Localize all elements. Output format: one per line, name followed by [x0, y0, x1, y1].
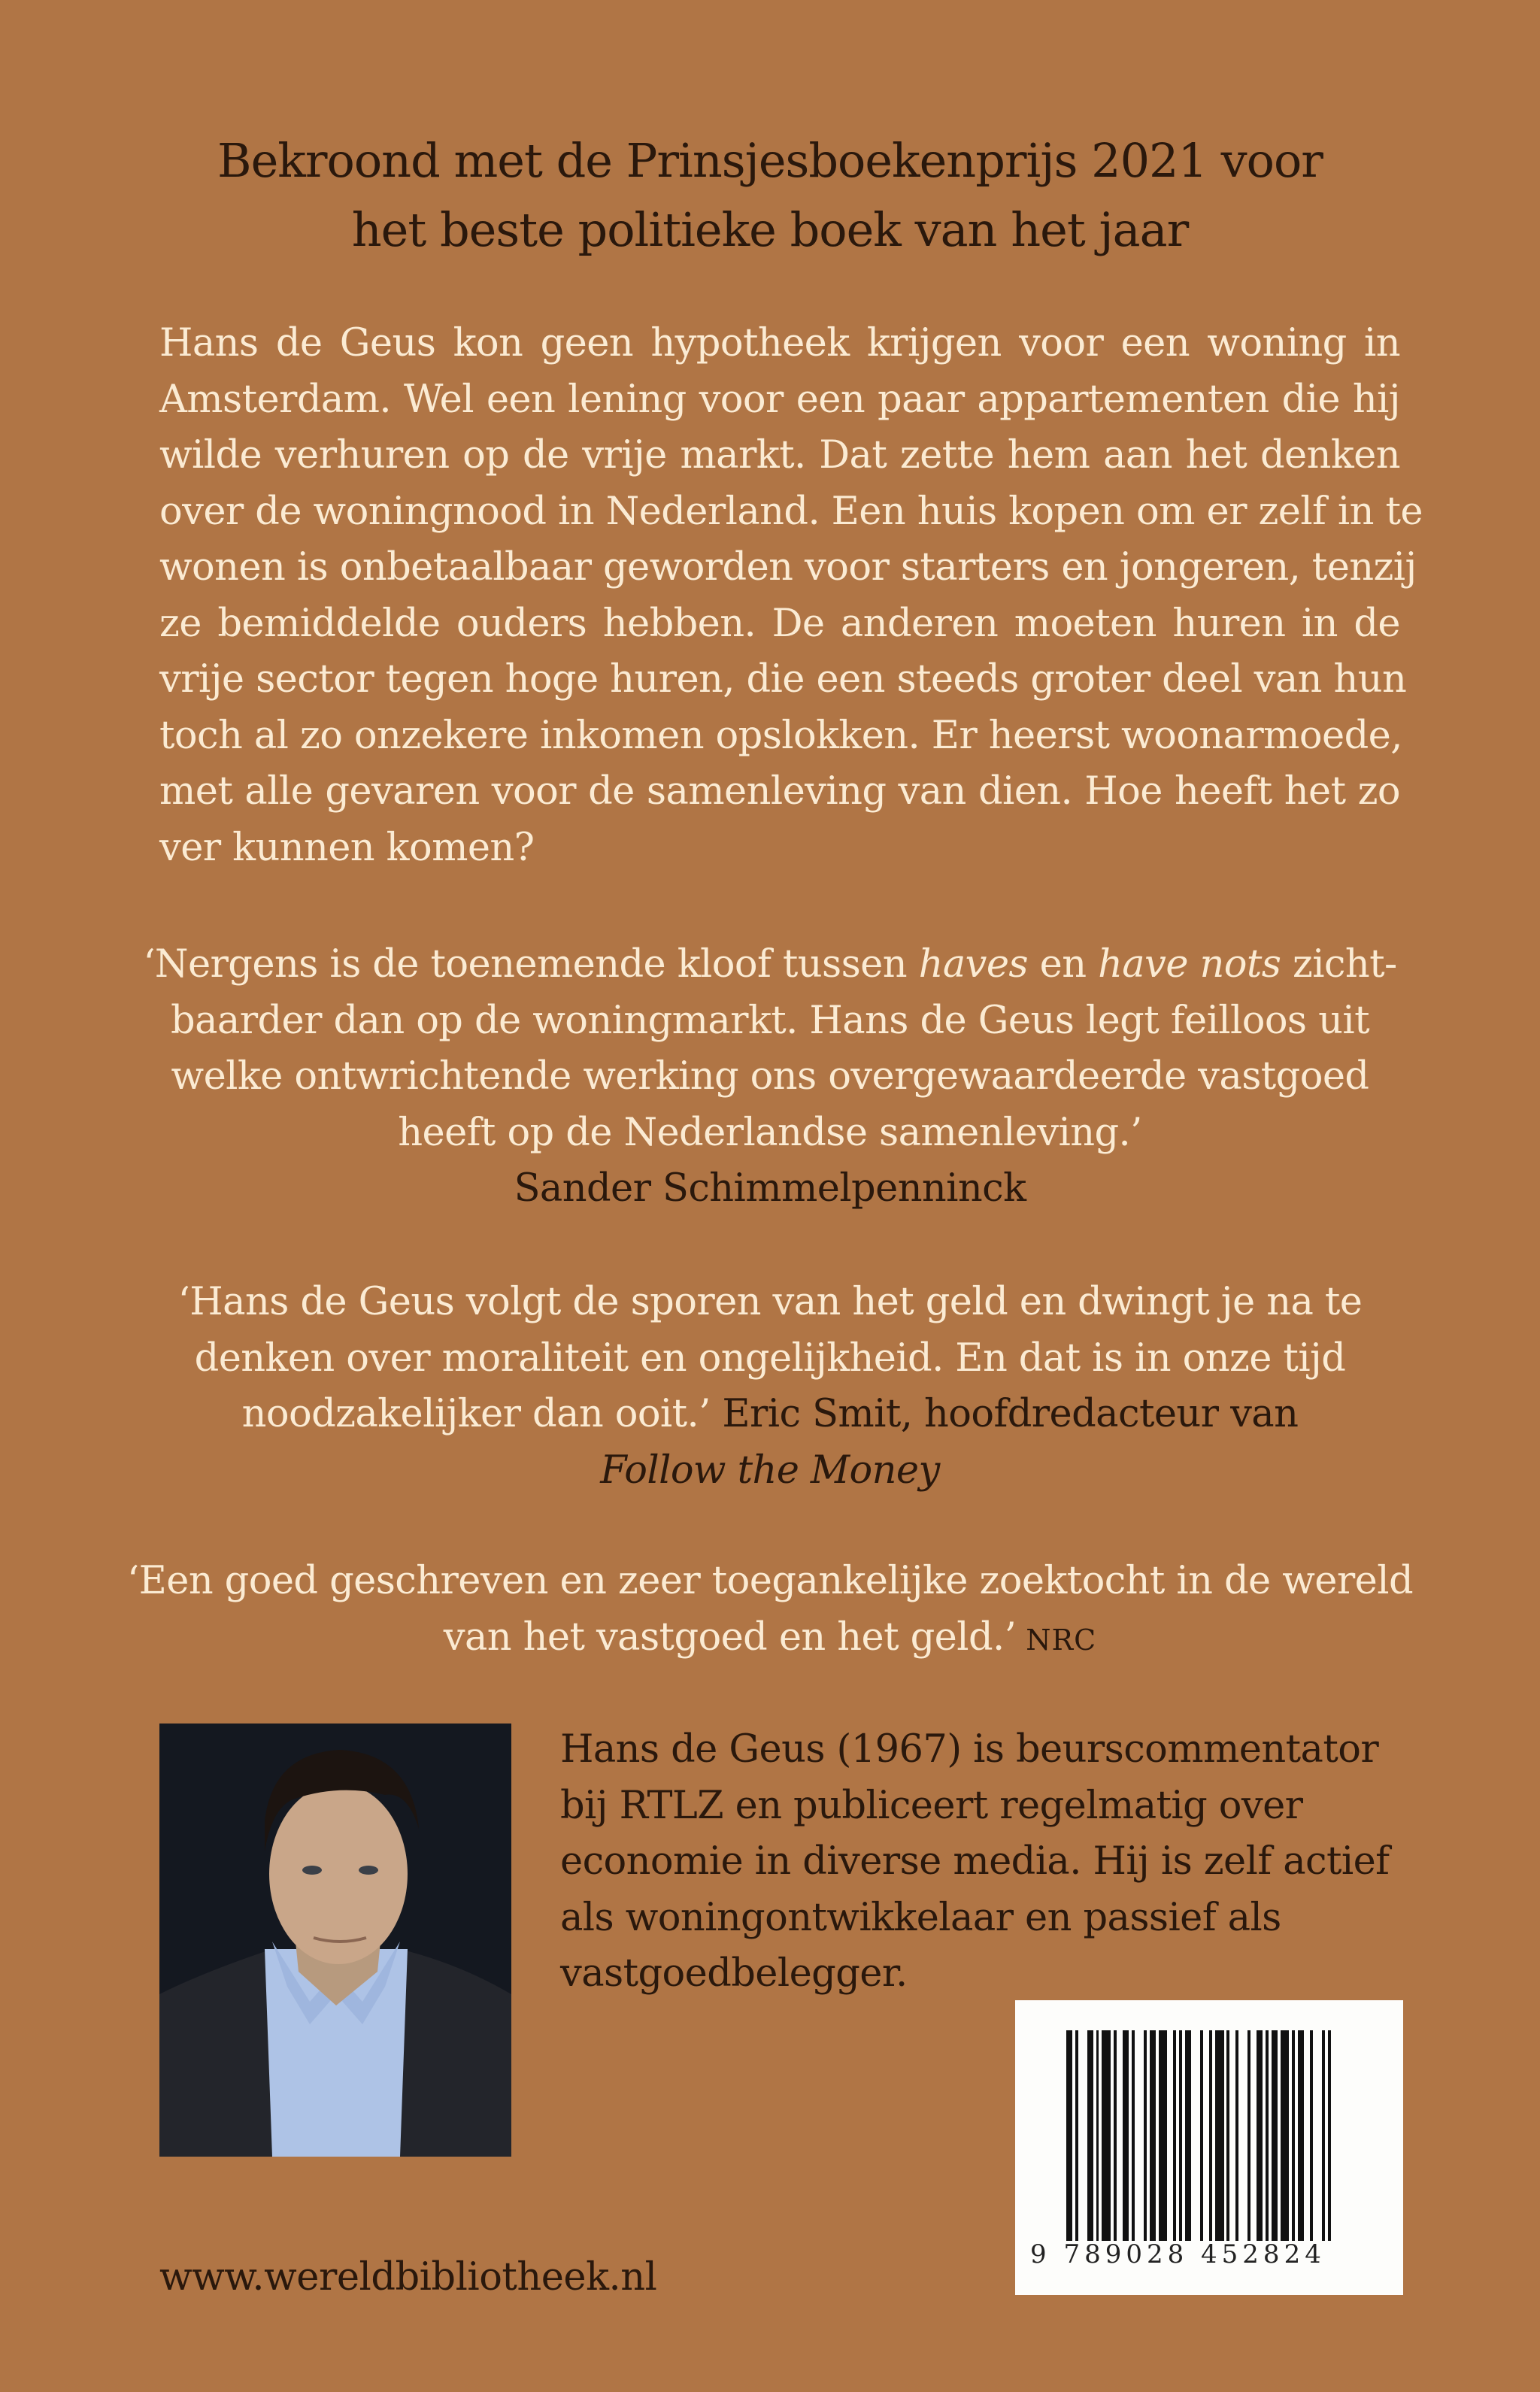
blurb-line: wilde verhuren op de vrije markt. Dat zette hem aan het denken: [159, 433, 1400, 477]
quote-text: ‘Nergens is de toenemende kloof tussen: [143, 942, 919, 987]
quote-line: [0, 1387, 1540, 1443]
quote-italic: have nots: [1098, 942, 1281, 987]
barcode-bar: [1135, 2030, 1144, 2241]
barcode-bar: [1304, 2030, 1310, 2241]
quote-line: ‘Hans de Geus volgt de sporen van het geld en dwingt je na te: [177, 1280, 1363, 1324]
award-heading-line-1: Bekroond met de Prinsjesboekenprijs 2021 voor: [217, 133, 1323, 188]
barcode-bar: [1191, 2030, 1200, 2241]
quote-line: [0, 1610, 1540, 1669]
publisher-website[interactable]: www.wereldbibliotheek.nl: [159, 2255, 657, 2300]
award-heading: [0, 126, 1540, 265]
author-portrait-icon: [159, 1724, 511, 2157]
barcode-bar: [1123, 2030, 1129, 2241]
barcode-bar: [1238, 2030, 1247, 2241]
barcode-bar: [1281, 2030, 1290, 2241]
blurb-line: ver kunnen komen?: [159, 825, 535, 870]
quote-text: van het vastgoed en het geld.’: [443, 1614, 1017, 1660]
barcode-bar: [1117, 2030, 1123, 2241]
quote-attribution: Eric Smit, hoofdredacteur van: [710, 1392, 1299, 1436]
barcode-bar: [1159, 2030, 1168, 2241]
barcode-bar: [1250, 2030, 1257, 2241]
quote-line: denken over moraliteit en ongelijkheid. En dat is in onze tijd: [194, 1335, 1346, 1381]
barcode-bar: [1298, 2030, 1304, 2241]
quote-attribution: NRC: [1016, 1623, 1097, 1657]
barcode-bar: [1078, 2030, 1087, 2241]
blurb-line: over de woningnood in Nederland. Een huis kopen om er zelf in te: [159, 489, 1423, 534]
book-blurb: [159, 316, 1423, 876]
blurb-line: wonen is onbetaalbaar geworden voor starters en jongeren, tenzij: [159, 545, 1417, 590]
barcode-bar: [1167, 2030, 1173, 2241]
barcode-bar: [1087, 2030, 1093, 2241]
blurb-line: ze bemiddelde ouders hebben. De anderen moeten huren in de: [159, 601, 1400, 646]
barcode-bars: [1066, 2030, 1337, 2241]
barcode-bar: [1150, 2030, 1156, 2241]
barcode-bar: [1066, 2030, 1072, 2241]
blurb-line: vrije sector tegen hoge huren, die een steeds groter deel van hun: [159, 657, 1407, 702]
blurb-line: toch al zo onzekere inkomen opslokken. Er heerst woonarmoede,: [159, 713, 1402, 758]
quote-text: en: [1028, 942, 1099, 987]
barcode-bar: [1203, 2030, 1209, 2241]
barcode-bar: [1313, 2030, 1322, 2241]
quote-line: ‘Een goed geschreven en zeer toegankelijke zoektocht in de wereld: [127, 1559, 1413, 1603]
author-photo: [159, 1724, 511, 2157]
bio-line: bij RTLZ en publiceert regelmatig over: [560, 1783, 1303, 1828]
quote-text: zicht-: [1281, 942, 1397, 987]
quote-line: [0, 937, 1540, 993]
quote-line: welke ontwrichtende werking ons overgewaardeerde vastgoed: [171, 1054, 1369, 1099]
review-quote-smit: [0, 1275, 1540, 1499]
quote-italic: haves: [918, 942, 1028, 987]
barcode-bar: [1102, 2030, 1111, 2241]
barcode-bar: [1215, 2030, 1224, 2241]
quote-line: baarder dan op de woningmarkt. Hans de Geus legt feilloos uit: [171, 998, 1369, 1043]
quote-attribution-publication: Follow the Money: [600, 1448, 940, 1493]
isbn-digits: 9 789028 452824: [1030, 2239, 1326, 2269]
review-quote-nrc: [0, 1554, 1540, 1668]
blurb-line: Hans de Geus kon geen hypotheek krijgen voor een woning in: [159, 321, 1400, 365]
quote-text: noodzakelijker dan ooit.’: [241, 1392, 711, 1436]
barcode-bar: [1185, 2030, 1191, 2241]
barcode-bar: [1229, 2030, 1235, 2241]
bio-line: als woningontwikkelaar en passief als: [560, 1895, 1281, 1940]
quote-line: heeft op de Nederlandse samenleving.’: [398, 1110, 1142, 1155]
quote-attribution: Sander Schimmelpenninck: [514, 1166, 1026, 1211]
barcode-bar: [1272, 2030, 1278, 2241]
blurb-line: Amsterdam. Wel een lening voor een paar appartementen die hij: [159, 377, 1400, 422]
review-quote-schimmelpenninck: [0, 937, 1540, 1217]
author-bio: [560, 1722, 1425, 2002]
bio-line: vastgoedbelegger.: [560, 1951, 908, 1996]
bio-line: Hans de Geus (1967) is beurscommentator: [560, 1727, 1379, 1772]
barcode-bar: [1331, 2030, 1337, 2241]
isbn-barcode: [1015, 2000, 1403, 2295]
award-heading-line-2: het beste politieke boek van het jaar: [351, 202, 1189, 257]
bio-line: economie in diverse media. Hij is zelf actief: [560, 1839, 1390, 1884]
blurb-line: met alle gevaren voor de samenleving van dien. Hoe heeft het zo: [159, 769, 1400, 814]
barcode-bar: [1257, 2030, 1263, 2241]
